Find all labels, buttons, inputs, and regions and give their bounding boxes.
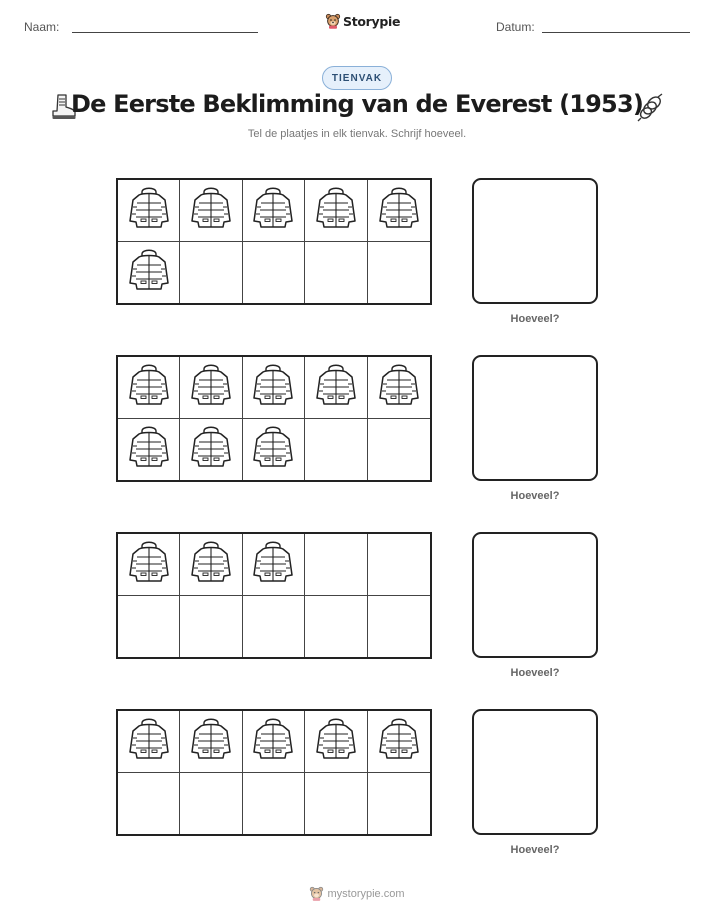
name-field[interactable]: [72, 32, 258, 33]
date-field[interactable]: [542, 32, 690, 33]
puffer-jacket-icon: [377, 185, 421, 236]
ten-frame-cell: [243, 419, 305, 481]
answer-box-2[interactable]: [472, 355, 598, 481]
ten-frame-3: [116, 532, 432, 659]
storypie-logo: [325, 13, 400, 29]
puffer-jacket-icon: [127, 716, 171, 767]
ten-frame-cell: [305, 357, 367, 419]
ten-frame-cell: [180, 242, 242, 304]
ten-frame-cell: [180, 534, 242, 596]
logo-text: Storypie: [343, 13, 401, 29]
puffer-jacket-icon: [127, 185, 171, 236]
ten-frame-cell: [118, 242, 180, 304]
puffer-jacket-icon: [314, 716, 358, 767]
worksheet-type-badge: TIENVAK: [322, 66, 392, 90]
ten-frame-cell: [368, 357, 430, 419]
ten-frame-cell: [368, 534, 430, 596]
ten-frame-cell: [180, 419, 242, 481]
puffer-jacket-icon: [127, 362, 171, 413]
ten-frame-cell: [305, 773, 367, 835]
count-prompt-3: Hoeveel?: [510, 667, 560, 679]
ten-frame-cell: [243, 357, 305, 419]
puffer-jacket-icon: [251, 539, 295, 590]
ten-frame-cell: [243, 242, 305, 304]
ten-frame-cell: [368, 180, 430, 242]
puffer-jacket-icon: [251, 362, 295, 413]
answer-box-1[interactable]: [472, 178, 598, 304]
ten-frame-cell: [243, 180, 305, 242]
bear-mascot-icon: [325, 13, 341, 29]
climbing-rope-icon: [636, 92, 666, 122]
ten-frame-cell: [305, 180, 367, 242]
ten-frame-cell: [180, 596, 242, 658]
answer-box-3[interactable]: [472, 532, 598, 658]
ten-frame-cell: [305, 242, 367, 304]
ten-frame-cell: [243, 711, 305, 773]
ten-frame-cell: [180, 773, 242, 835]
puffer-jacket-icon: [189, 539, 233, 590]
name-label: Naam:: [24, 20, 60, 34]
ten-frame-cell: [368, 773, 430, 835]
puffer-jacket-icon: [251, 716, 295, 767]
bear-mascot-icon: [309, 886, 324, 901]
ten-frame-4: [116, 709, 432, 836]
puffer-jacket-icon: [189, 185, 233, 236]
puffer-jacket-icon: [127, 424, 171, 475]
puffer-jacket-icon: [127, 247, 171, 298]
ten-frame-cell: [118, 773, 180, 835]
puffer-jacket-icon: [189, 424, 233, 475]
count-prompt-1: Hoeveel?: [510, 313, 560, 325]
footer: [0, 886, 714, 901]
date-label: Datum:: [496, 20, 535, 34]
worksheet-title: De Eerste Beklimming van de Everest (1953): [70, 90, 644, 118]
ten-frame-cell: [243, 596, 305, 658]
count-prompt-2: Hoeveel?: [510, 490, 560, 502]
ten-frame-cell: [368, 419, 430, 481]
ten-frame-cell: [118, 596, 180, 658]
ten-frame-cell: [305, 596, 367, 658]
ten-frame-cell: [118, 534, 180, 596]
ten-frame-cell: [118, 419, 180, 481]
ten-frame-cell: [243, 534, 305, 596]
ten-frame-2: [116, 355, 432, 482]
puffer-jacket-icon: [314, 362, 358, 413]
puffer-jacket-icon: [377, 362, 421, 413]
ten-frame-cell: [305, 534, 367, 596]
ten-frame-cell: [180, 357, 242, 419]
ten-frame-cell: [305, 711, 367, 773]
ten-frame-cell: [368, 711, 430, 773]
puffer-jacket-icon: [189, 716, 233, 767]
puffer-jacket-icon: [314, 185, 358, 236]
ten-frame-cell: [368, 242, 430, 304]
answer-box-4[interactable]: [472, 709, 598, 835]
puffer-jacket-icon: [377, 716, 421, 767]
ten-frame-cell: [243, 773, 305, 835]
footer-url: mystorypie.com: [327, 887, 405, 900]
ten-frame-cell: [305, 419, 367, 481]
ten-frame-cell: [118, 711, 180, 773]
puffer-jacket-icon: [189, 362, 233, 413]
puffer-jacket-icon: [251, 424, 295, 475]
instructions: Tel de plaatjes in elk tienvak. Schrijf hoeveel.: [247, 128, 467, 140]
ten-frame-cell: [118, 180, 180, 242]
ten-frame-cell: [180, 711, 242, 773]
ten-frame-cell: [118, 357, 180, 419]
ten-frame-1: [116, 178, 432, 305]
ten-frame-cell: [180, 180, 242, 242]
ten-frame-cell: [368, 596, 430, 658]
puffer-jacket-icon: [251, 185, 295, 236]
puffer-jacket-icon: [127, 539, 171, 590]
count-prompt-4: Hoeveel?: [510, 844, 560, 856]
